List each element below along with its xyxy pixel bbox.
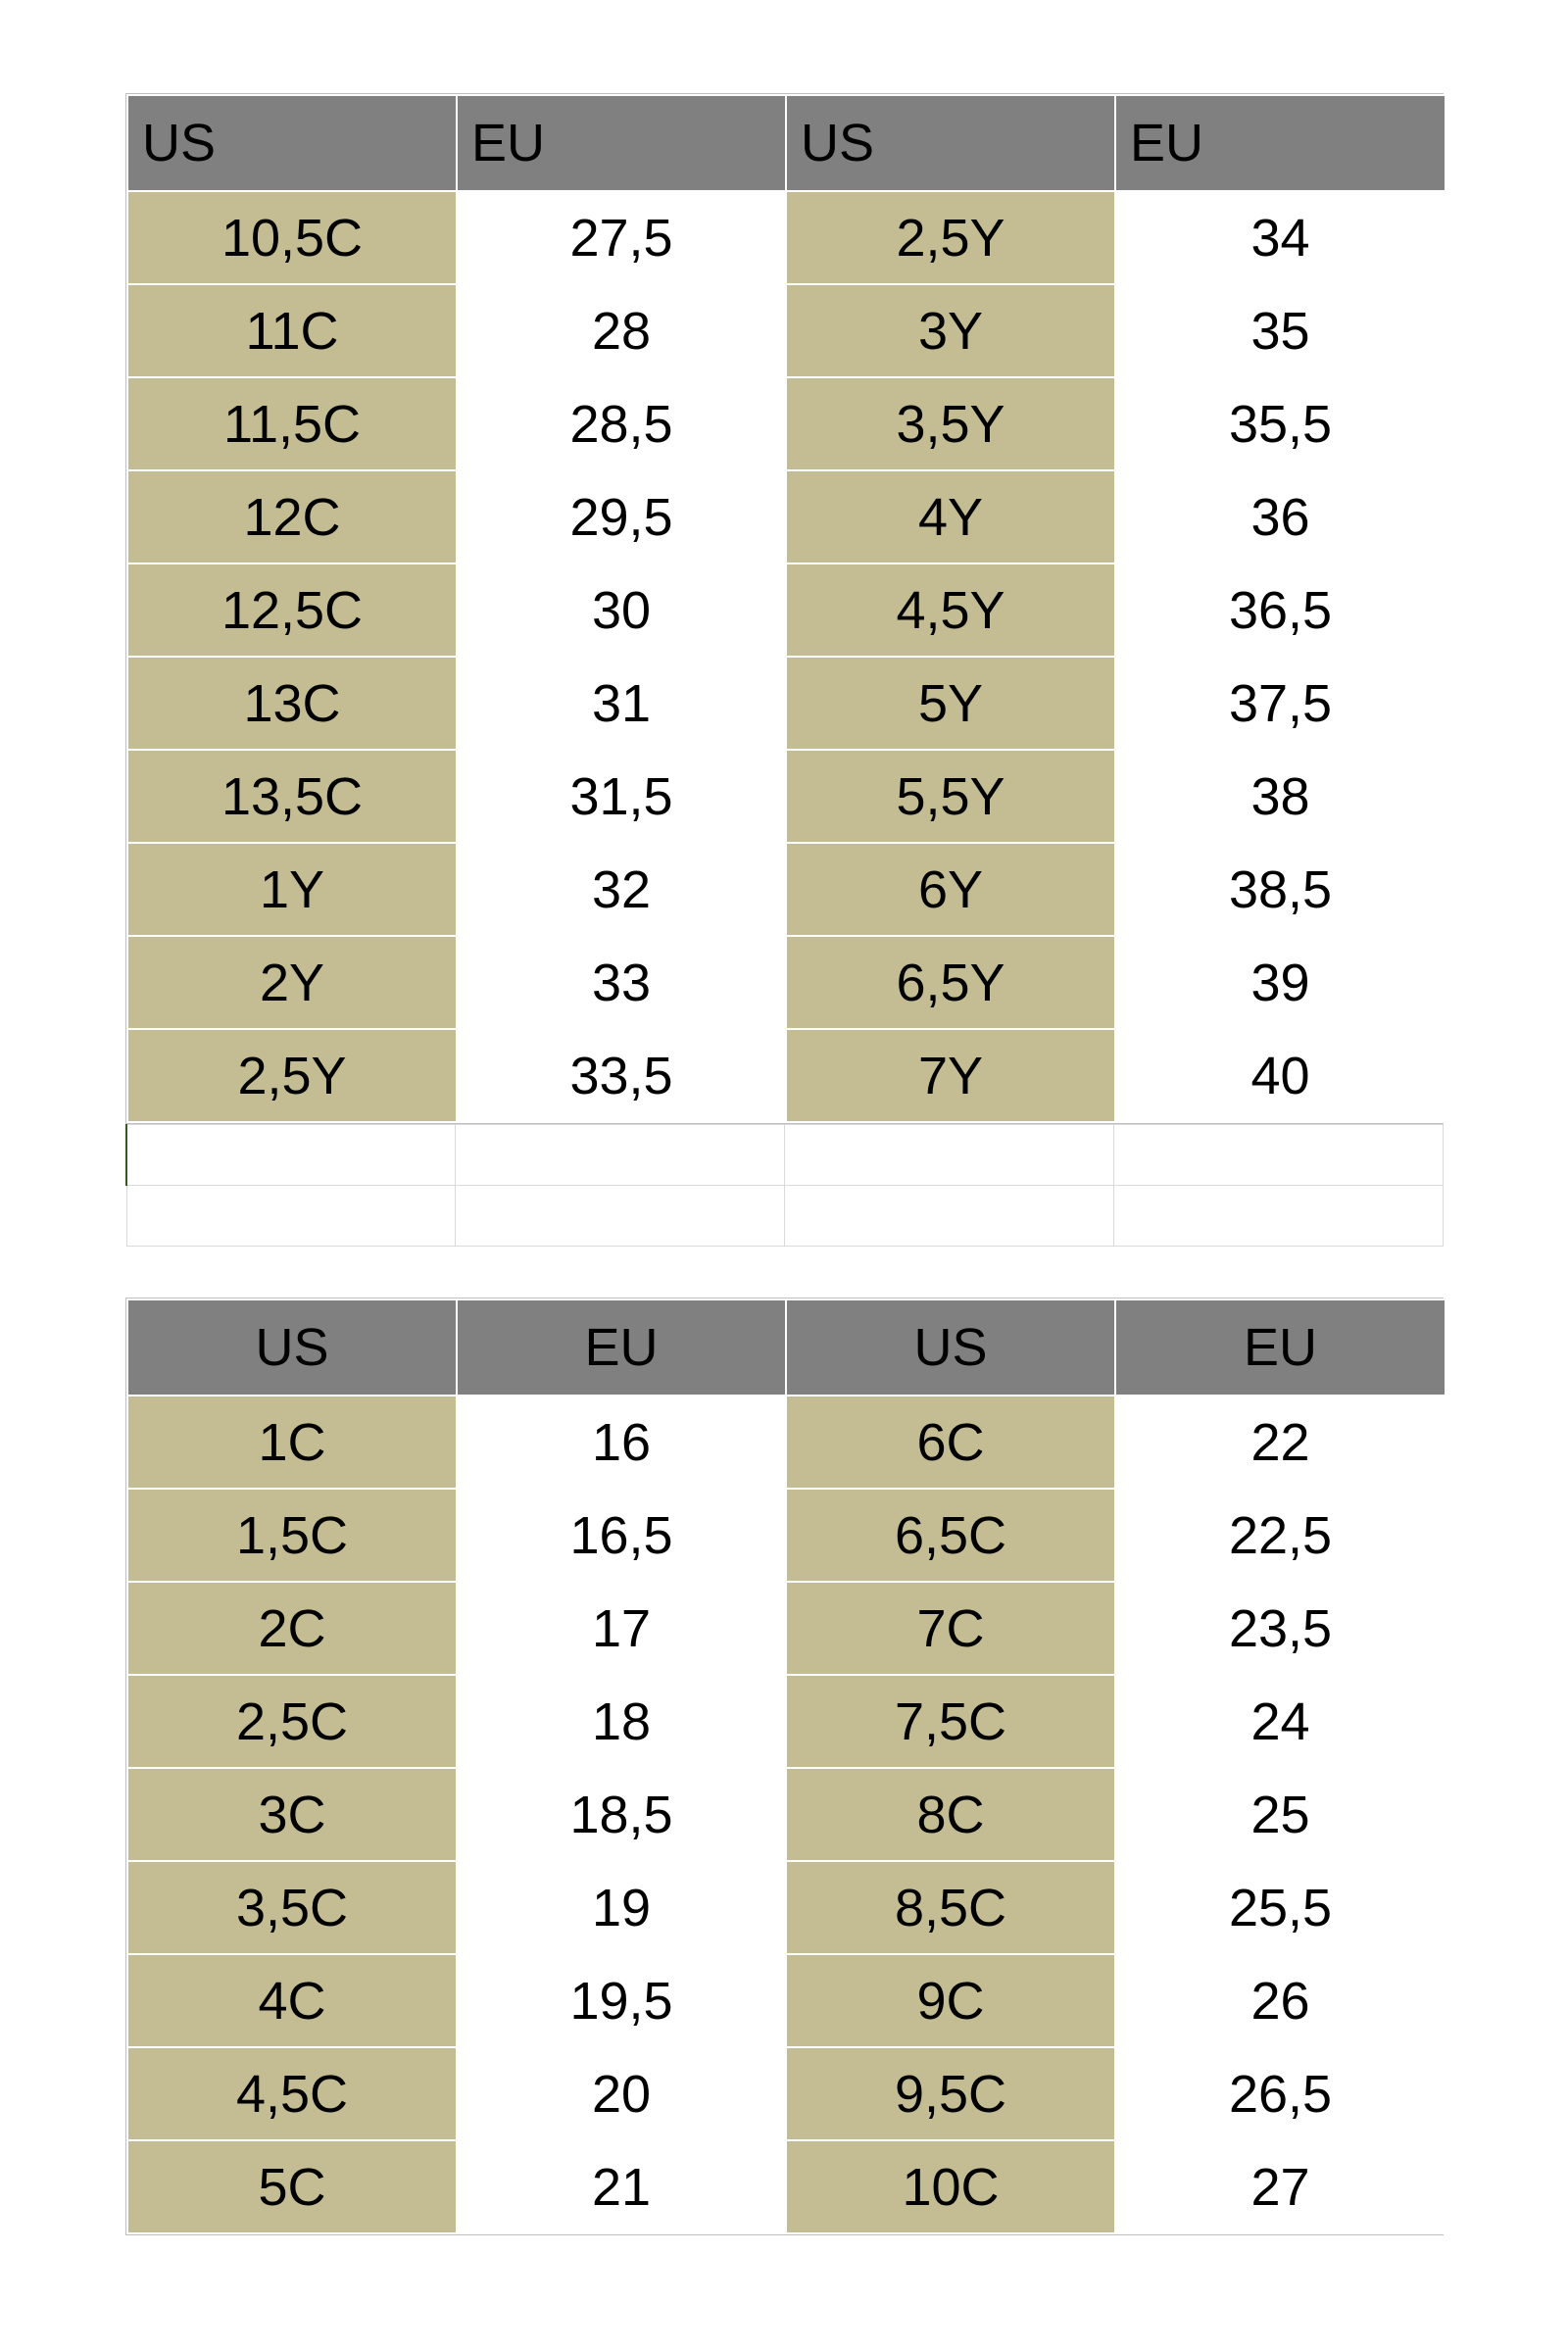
cell-us-size[interactable]: 5Y bbox=[786, 657, 1115, 750]
cell-eu-size[interactable]: 25 bbox=[1115, 1768, 1446, 1861]
cell-eu-size[interactable]: 30 bbox=[457, 564, 786, 657]
cell-us-size[interactable]: 13,5C bbox=[127, 750, 457, 843]
table-row bbox=[127, 1582, 1446, 1675]
cell-eu-size[interactable]: 27,5 bbox=[457, 191, 786, 284]
table-row bbox=[127, 470, 1446, 564]
table-row bbox=[127, 1396, 1446, 1489]
column-header-us-1: US bbox=[127, 1299, 457, 1396]
cell-eu-size[interactable]: 19,5 bbox=[457, 1954, 786, 2047]
column-header-us-2: US bbox=[786, 95, 1115, 191]
table-row bbox=[127, 1768, 1446, 1861]
cell-eu-size[interactable]: 39 bbox=[1115, 936, 1446, 1029]
empty-row bbox=[126, 1125, 1444, 1186]
cell-eu-size[interactable]: 19 bbox=[457, 1861, 786, 1954]
cell-us-size[interactable]: 3,5Y bbox=[786, 377, 1115, 470]
column-header-us-1: US bbox=[127, 95, 457, 191]
cell-us-size[interactable]: 2,5Y bbox=[786, 191, 1115, 284]
table-row bbox=[127, 284, 1446, 377]
cell-eu-size[interactable]: 29,5 bbox=[457, 470, 786, 564]
cell-eu-size[interactable]: 26 bbox=[1115, 1954, 1446, 2047]
cell-eu-size[interactable]: 16 bbox=[457, 1396, 786, 1489]
table-header-row bbox=[127, 95, 1446, 191]
cell-eu-size[interactable]: 25,5 bbox=[1115, 1861, 1446, 1954]
cell-eu-size[interactable]: 33,5 bbox=[457, 1029, 786, 1122]
table-row bbox=[127, 1954, 1446, 2047]
cell-eu-size[interactable]: 18,5 bbox=[457, 1768, 786, 1861]
size-table-bottom-body bbox=[127, 1396, 1446, 2233]
size-table-bottom-wrap bbox=[125, 1298, 1444, 2235]
cell-us-size[interactable]: 13C bbox=[127, 657, 457, 750]
cell-us-size[interactable]: 7C bbox=[786, 1582, 1115, 1675]
cell-us-size[interactable]: 2Y bbox=[127, 936, 457, 1029]
cell-eu-size[interactable]: 35 bbox=[1115, 284, 1446, 377]
cell-eu-size[interactable]: 36 bbox=[1115, 470, 1446, 564]
cell-eu-size[interactable]: 22,5 bbox=[1115, 1489, 1446, 1582]
cell-us-size[interactable]: 5,5Y bbox=[786, 750, 1115, 843]
cell-eu-size[interactable]: 38 bbox=[1115, 750, 1446, 843]
cell-us-size[interactable]: 10,5C bbox=[127, 191, 457, 284]
cell-eu-size[interactable]: 36,5 bbox=[1115, 564, 1446, 657]
column-header-eu-1: EU bbox=[457, 95, 786, 191]
cell-eu-size[interactable]: 18 bbox=[457, 1675, 786, 1768]
cell-us-size[interactable]: 2C bbox=[127, 1582, 457, 1675]
table-row bbox=[127, 1489, 1446, 1582]
empty-spacer-rows bbox=[125, 1124, 1444, 1247]
cell-eu-size[interactable]: 35,5 bbox=[1115, 377, 1446, 470]
column-header-eu-1: EU bbox=[457, 1299, 786, 1396]
empty-cell[interactable] bbox=[456, 1186, 785, 1247]
empty-cell[interactable] bbox=[1114, 1125, 1444, 1186]
spreadsheet-area bbox=[125, 93, 1444, 2235]
table-row bbox=[127, 2047, 1446, 2140]
cell-eu-size[interactable]: 24 bbox=[1115, 1675, 1446, 1768]
cell-eu-size[interactable]: 26,5 bbox=[1115, 2047, 1446, 2140]
cell-eu-size[interactable]: 40 bbox=[1115, 1029, 1446, 1122]
size-table-top-wrap bbox=[125, 93, 1444, 1124]
table-row bbox=[127, 191, 1446, 284]
table-row bbox=[127, 936, 1446, 1029]
cell-eu-size[interactable]: 16,5 bbox=[457, 1489, 786, 1582]
cell-eu-size[interactable]: 37,5 bbox=[1115, 657, 1446, 750]
cell-us-size[interactable]: 4Y bbox=[786, 470, 1115, 564]
cell-eu-size[interactable]: 32 bbox=[457, 843, 786, 936]
column-header-us-2: US bbox=[786, 1299, 1115, 1396]
cell-us-size[interactable]: 4C bbox=[127, 1954, 457, 2047]
cell-us-size[interactable]: 1Y bbox=[127, 843, 457, 936]
cell-us-size[interactable]: 3,5C bbox=[127, 1861, 457, 1954]
empty-cell[interactable] bbox=[126, 1125, 456, 1186]
cell-eu-size[interactable]: 31,5 bbox=[457, 750, 786, 843]
table-row bbox=[127, 1861, 1446, 1954]
cell-us-size[interactable]: 10C bbox=[786, 2140, 1115, 2233]
cell-eu-size[interactable]: 31 bbox=[457, 657, 786, 750]
table-row bbox=[127, 1029, 1446, 1122]
cell-eu-size[interactable]: 22 bbox=[1115, 1396, 1446, 1489]
cell-eu-size[interactable]: 21 bbox=[457, 2140, 786, 2233]
table-row bbox=[127, 564, 1446, 657]
cell-eu-size[interactable]: 28 bbox=[457, 284, 786, 377]
cell-us-size[interactable]: 6,5Y bbox=[786, 936, 1115, 1029]
cell-eu-size[interactable]: 23,5 bbox=[1115, 1582, 1446, 1675]
table-row bbox=[127, 750, 1446, 843]
cell-eu-size[interactable]: 17 bbox=[457, 1582, 786, 1675]
cell-us-size[interactable]: 1C bbox=[127, 1396, 457, 1489]
section-spacer bbox=[125, 1247, 1444, 1298]
cell-us-size[interactable]: 6Y bbox=[786, 843, 1115, 936]
cell-us-size[interactable]: 12,5C bbox=[127, 564, 457, 657]
cell-us-size[interactable]: 4,5Y bbox=[786, 564, 1115, 657]
cell-eu-size[interactable]: 27 bbox=[1115, 2140, 1446, 2233]
cell-eu-size[interactable]: 33 bbox=[457, 936, 786, 1029]
empty-cell[interactable] bbox=[1114, 1186, 1444, 1247]
cell-us-size[interactable]: 6C bbox=[786, 1396, 1115, 1489]
cell-us-size[interactable]: 1,5C bbox=[127, 1489, 457, 1582]
empty-cell[interactable] bbox=[785, 1186, 1114, 1247]
cell-us-size[interactable]: 7,5C bbox=[786, 1675, 1115, 1768]
empty-row bbox=[126, 1186, 1444, 1247]
size-table-bottom bbox=[126, 1298, 1446, 2234]
cell-us-size[interactable]: 8C bbox=[786, 1768, 1115, 1861]
cell-eu-size[interactable]: 38,5 bbox=[1115, 843, 1446, 936]
cell-us-size[interactable]: 7Y bbox=[786, 1029, 1115, 1122]
cell-us-size[interactable]: 8,5C bbox=[786, 1861, 1115, 1954]
table-row bbox=[127, 377, 1446, 470]
cell-us-size[interactable]: 4,5C bbox=[127, 2047, 457, 2140]
size-table-top bbox=[126, 94, 1446, 1123]
cell-us-size[interactable]: 9C bbox=[786, 1954, 1115, 2047]
cell-us-size[interactable]: 11,5C bbox=[127, 377, 457, 470]
empty-cell[interactable] bbox=[785, 1125, 1114, 1186]
cell-eu-size[interactable]: 34 bbox=[1115, 191, 1446, 284]
cell-us-size[interactable]: 12C bbox=[127, 470, 457, 564]
cell-us-size[interactable]: 11C bbox=[127, 284, 457, 377]
table-row bbox=[127, 657, 1446, 750]
cell-us-size[interactable]: 2,5Y bbox=[127, 1029, 457, 1122]
cell-us-size[interactable]: 2,5C bbox=[127, 1675, 457, 1768]
cell-us-size[interactable]: 6,5C bbox=[786, 1489, 1115, 1582]
cell-eu-size[interactable]: 20 bbox=[457, 2047, 786, 2140]
table-row bbox=[127, 1675, 1446, 1768]
size-table-top-body bbox=[127, 191, 1446, 1122]
empty-cell[interactable] bbox=[456, 1125, 785, 1186]
cell-us-size[interactable]: 3C bbox=[127, 1768, 457, 1861]
empty-cell[interactable] bbox=[126, 1186, 456, 1247]
column-header-eu-2: EU bbox=[1115, 95, 1446, 191]
column-header-eu-2: EU bbox=[1115, 1299, 1446, 1396]
cell-us-size[interactable]: 3Y bbox=[786, 284, 1115, 377]
table-row bbox=[127, 2140, 1446, 2233]
table-row bbox=[127, 843, 1446, 936]
cell-us-size[interactable]: 5C bbox=[127, 2140, 457, 2233]
table-header-row bbox=[127, 1299, 1446, 1396]
cell-us-size[interactable]: 9,5C bbox=[786, 2047, 1115, 2140]
cell-eu-size[interactable]: 28,5 bbox=[457, 377, 786, 470]
